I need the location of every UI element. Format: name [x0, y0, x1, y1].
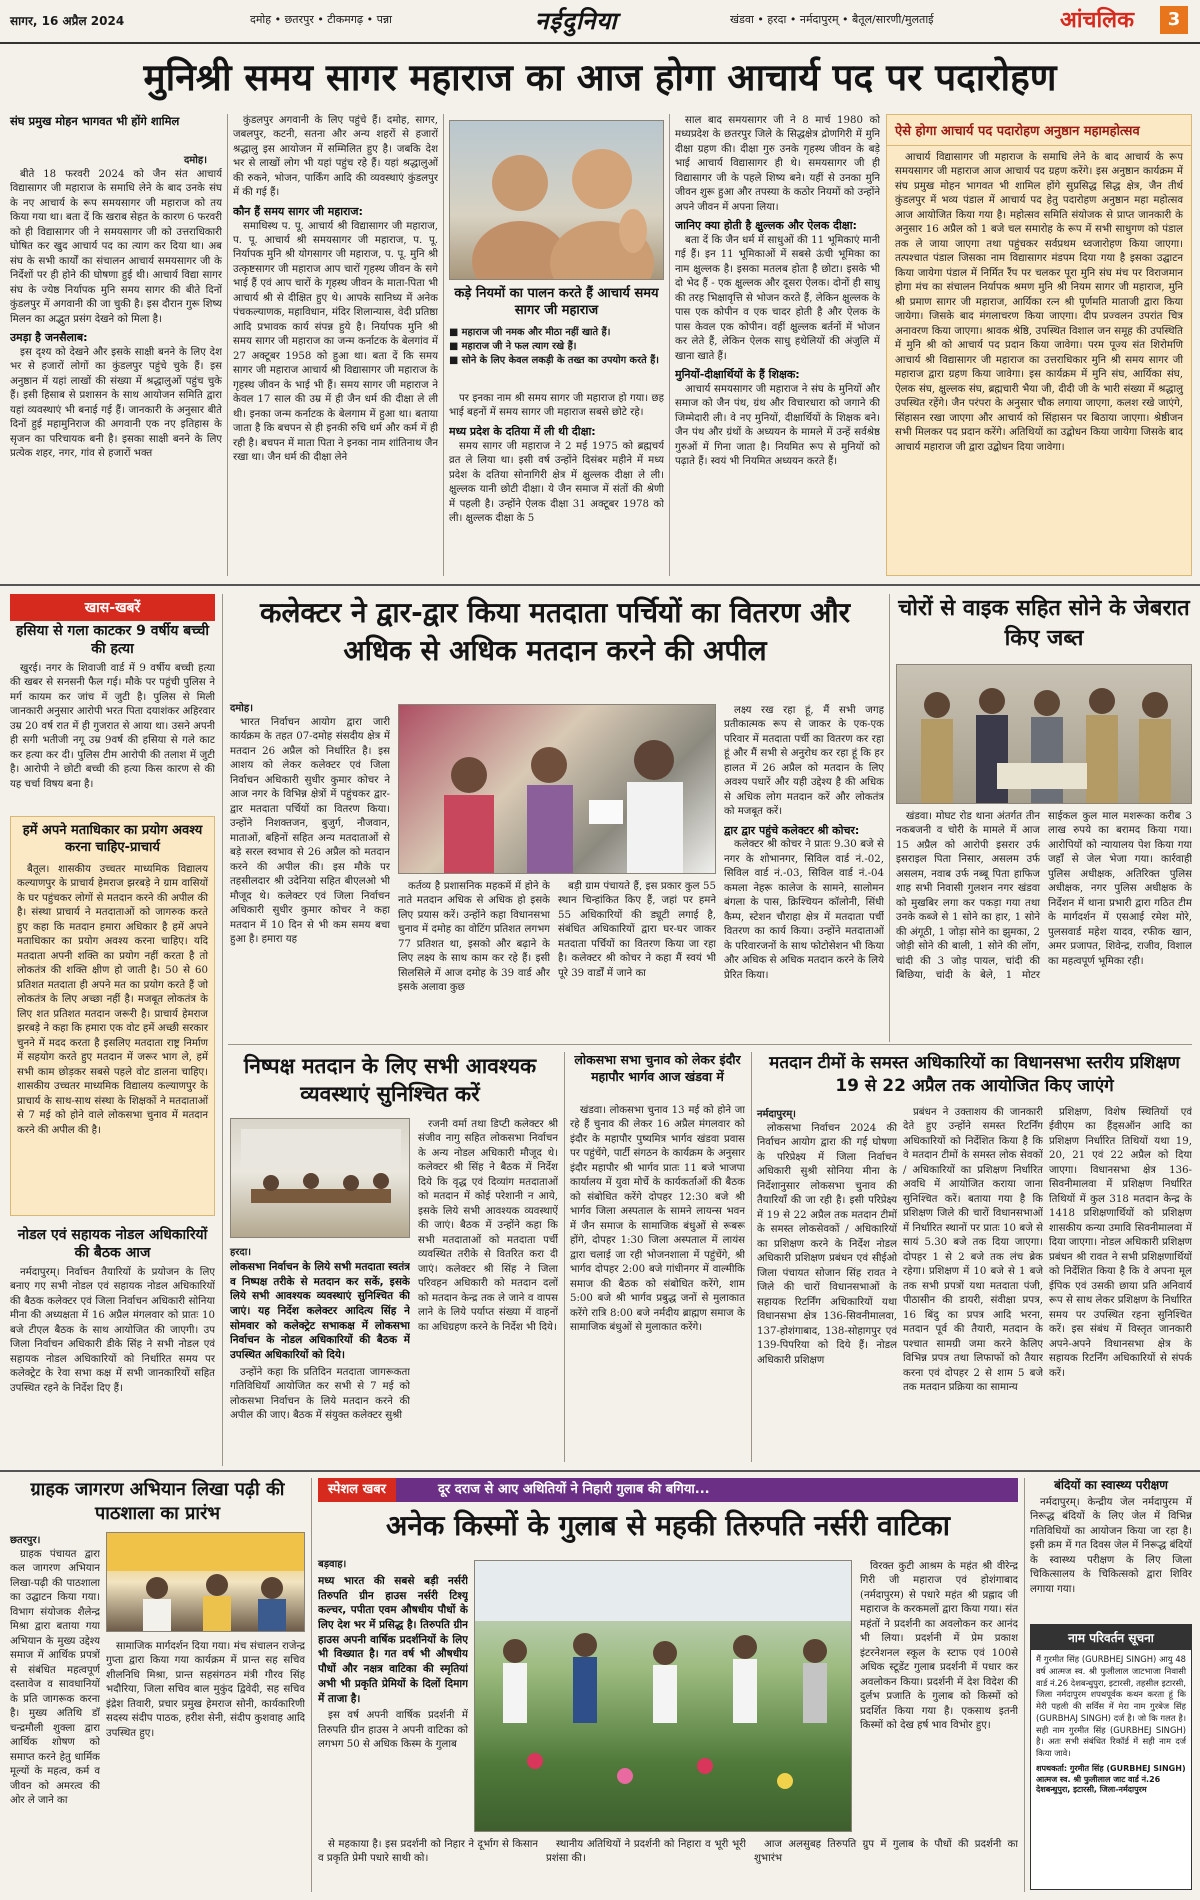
theft-body: खंडवा। मोघट रोड थाना अंतर्गत तीन नकबजनी व चोरी के मामले में आज 15 अप्रैल को आरोपी इसरार उर्फ इसराइल पिता निसार, असलम उर्फ असलम, नवाब उर्फ नब्बू पिता हाफिज शाह सभी निवासी गुलशन नगर खंडवा को मुखबिर लगा कर पकड़ा गया तथा उनके कब्जे से 1 सोने का हार, 1 सोने की अंगूठी, 1 जोड़ा सोने का झुमका, 2 जोड़ी सोने की बाली, 1 सोने की लोंग, चांदी की 3 जोड़ पायल, चांदी की बिछिया, चांदी के बेले, 1 मोटर साईकल कुल माल मशरूका करीब 3 लाख रुपये का बरामद किया गया। आरोपियों को न्यायालय पेश किया गया जहाँ से जेल भेजा गया। कार्रवाही पुलिस अधीक्षक, अतिरिक्त पुलिस अधीक्षक, नगर पुलिस अधीक्षक के निर्देशन में थाना प्रभारी द्वारा गठित टीम के मार्गदर्शन में एसआई रमेश मोरे, पुलसवार्ड महेश यादव, रफीक खान, अमर प्रजापत, शिवेन्द्र, राजीव, विशाल का महत्वपूर्ण भूमिका रही।: [896, 811, 1192, 982]
rule-item-text: महाराज जी ने फल त्याग रखे हैं।: [461, 341, 577, 353]
training-column-3: [1049, 1106, 1192, 1462]
lead-column-3: [449, 392, 664, 576]
section-divider: [0, 584, 1200, 586]
indore-mayor-body: खंडवा। लोकसभा चुनाव 13 मई को होने जा रहे हैं चुनाव की लेकर 16 अप्रैल मंगलवार को इंदौर के महापौर पुष्यमित्र भार्गव खंडवा प्रवास पर पहुंचेंगे, पार्टी संगठन के कार्यक्रम के अनुसार इंदौर महापौर श्री भार्गव प्रातः 11 बजे भाजपा कार्यालय में युवा मोर्चे के कार्यकर्ताओं की बैठक को संबोधित करेंगे दोपहर 12:30 बजे श्री भार्गव जिला अस्पताल के सामने लायन्स भवन में जैन समाज के सामाजिक बंधुओं से रूबरू होंगे, दोपहर 1:30 जिला अस्पताल में लायंस द्वारा चलाई जा रही भोजनशाला में पहुंचेंगे, श्री भार्गव दोपहर 2:00 बजे गांधीनगर में वाल्मीकि समाज की बैठक को संबोधित करेंगे, शाम 5:00 बजे श्री भार्गव प्रबुद्ध जनों से मुलाकात करेंगे रात्रि 8:00 बजे नर्मदीय ब्राह्मण समाज के सामाजिक बंधुओं से मुलाकात करेंगे।: [570, 1105, 745, 1334]
edition-cities-right: खंडवा • हरदा • नर्मदापुरम् • बैतूल/सारणी/मुलताई: [730, 13, 934, 26]
voter-col4-text-b: कलेक्टर श्री कोचर ने प्रातः 9.30 बजे से नगर के शोभानगर, सिविल वार्ड नं.-02, सिविल वार्ड नं.-03, सिविल वार्ड नं.-04 कमला नेहरू कालेज के सामने, सालोमन बंगला के पास, क्रिश्चियन कॉलोनी, सिंधी कैम्प, स्टेशन चौराहा क्षेत्र में मतदाता पर्ची वितरण का कार्य किया। उन्होंने मतदाताओं के परिवारजनों के साथ फोटोसेशन भी किया और अधिक से अधिक मतदान करने के लिये प्रेरित किया।: [724, 839, 884, 981]
lead-col4-text: साल बाद समयसागर जी ने 8 मार्च 1980 को मध्यप्रदेश के छतरपुर जिले के सिद्धक्षेत्र द्रोणगिरी में मुनि दीक्षा ग्रहण की। दीक्षा गुरु उनके गृहस्थ जीवन के बड़े भाई आचार्य विद्यासागर ही थे। समयसागर जी ही विद्यासागर जी के पहले शिष्य बने। यहीं से उनका मुनि जीवन शुरू हुआ और तपस्या के कठोर नियमों को उन्होंने अपने जीवन में अपना लिया।: [675, 115, 880, 213]
police-seizure-photo: [896, 664, 1192, 804]
theft-text: [896, 810, 1192, 1040]
consumer-col2-text: सामाजिक मार्गदर्शन दिया गया। मंच संचालन राजेन्द्र गुप्ता द्वारा किया गया कार्यक्रम में प्रान्त सह सचिव शीलनिधि मिश्रा, प्रान्त सहसंगठन मंत्री गौरव सिंह भदौरिया, जिला सचिव बाल मुकुंद द्विवेदी, सह सचिव इंद्रेश तिवारी, प्रचार प्रमुख हेमराज सोनी, कार्यकारिणी सदस्य संदीप पाठक, हरीश सेनी, संदीप कुशवाह आदि उपस्थित हुए।: [106, 1641, 305, 1739]
lead-col1-text: बीते 18 फरवरी 2024 को जैन संत आचार्य विद्यासागर जी महाराज के समाधि लेने के बाद उनके संघ के नए आचार्य के रूप समयसागर जी महाराज को तय किया गया था। बता दें कि खराब सेहत के कारण 6 फरवरी को ही विद्यासागर जी ने समयसागर जी को उत्तराधिकारी घोषित कर खुद आचार्य पद का त्याग कर दिया था। अब संघ के सभी कार्यों का संचालन आचार्य समयसागर जी के निर्देशों पर ही होने की घोषणा हुई थी। आचार्य विद्या सागर संघ के ज्येष्ठ निर्यापक मुनि समय सागर की बीते दिनों कुंडलपुर में अगवानी की जा चुकी है। इस दौरान गुरू शिष्य मिलन का अद्भुत प्रसंग देखने को मिला है।: [10, 169, 222, 325]
fair-voting-headline: निष्पक्ष मतदान के लिए सभी आवश्यक व्यवस्थाएं सुनिश्चित करें: [243, 1054, 537, 1107]
story-murder-text: [10, 662, 215, 812]
fair-dateline: हरदा।: [230, 1247, 252, 1258]
fair-col1-text: उन्होंने कहा कि प्रतिदिन मतदाता जागरूकता गतिविधियाँ आयोजित कर सभी से 7 मई को लोकसभा निर्वाचन के लिये मतदान करने की अपील की जाए। बैठक में संयुक्त कलेक्टर सुश्री: [230, 1366, 410, 1422]
lead-col4-subhead: जानिए क्या होती है क्षुल्लक और ऐलक दीक्षा:: [675, 219, 857, 233]
nursery-lead: [318, 1574, 468, 1834]
page-number: 3: [1160, 6, 1188, 34]
voter-dateline: दमोह।: [230, 703, 253, 714]
voting-appeal-headline: हमें अपने मताधिकार का प्रयोग अवश्य करना चाहिए-प्राचार्य: [22, 823, 203, 855]
consumer-event-illustration: [107, 1533, 305, 1632]
rule-item: ■ सोने के लिए केवल लकड़ी के तख्त का उपयोग करते हैं।: [449, 355, 659, 367]
nursery-dateline: बड़वाह।: [318, 1559, 347, 1570]
nodal-meeting-text: [10, 1266, 215, 1466]
section-name: आंचलिक: [1060, 8, 1134, 33]
column-divider: [443, 114, 444, 576]
nursery-lead-text: मध्य भारत की सबसे बड़ी नर्सरी तिरुपति ग्रीन हाउस नर्सरी टिश्यू कल्चर, पपीता एवम औषधीय पौधों के लिए देश भर में प्रसिद्ध है। तिरुपति ग्रीन हाउस अपनी वार्षिक प्रदर्शनियों के लिए भी विख्यात है। गत वर्ष भी औषधीय पौधों और नक्षत्र वाटिका की स्मृतियां अभी भी प्रकृति प्रेमियों के दिलों दिमाग में ताजा है।: [318, 1575, 468, 1705]
voter-slip-illustration: [399, 705, 716, 874]
rule-item: ■ महाराज जी नमक और मीठा नहीं खाते हैं।: [449, 327, 611, 338]
training-column-1: [757, 1122, 897, 1462]
column-divider: [1024, 1478, 1025, 1892]
column-divider: [889, 594, 890, 1042]
prison-health-headline: बंदियों का स्वास्थ्य परीक्षण: [1054, 1478, 1168, 1492]
consumer-col1-text: ग्राहक पंचायत द्वारा कल जागरण अभियान लिखा-पढ़ी की पाठशाला का उद्घाटन किया गया। विभाग संयोजक शैलेन्द्र मिश्रा द्वारा बताया गया अभियान के मुख्य उद्देश्य समाज में आर्थिक प्रपत्रों से संबंधित महत्वपूर्ण दस्तावेज व सावधानियों के प्रति जागरूक करना है। मुख्य अतिथि डॉ चन्द्रमौली शुक्ला द्वारा आर्थिक शोषण को समाप्त करने हेतु धार्मिक मूल्यों के महत्व, कर्म व जीवन को अमरत्व की ओर ले जाने का: [10, 1549, 100, 1807]
khas-khabren-tag: खास-खबरें: [10, 594, 215, 621]
voter-col4-subhead: द्वार द्वार पहुंचे कलेक्टर श्री कोचर:: [724, 823, 860, 837]
fair-col2-text: रजनी वर्मा तथा डिप्टी कलेक्टर श्री संजीव नागु सहित लोकसभा निर्वाचन के अन्य नोडल अधिकारी मौजूद थे। कलेक्टर श्री सिंह ने बैठक में निर्देश दिये कि वृद्ध एवं दिव्यांग मतदाताओं को मतदान में कोई परेशानी न आये, इसके लिये सभी आवश्यक व्यवस्थाऐं की जाएं। बैठक में उन्होंने कहा कि सभी मतदाताओं को मतदाता पर्ची व्यवस्थित तरीके से वितरित करा दी जाएं। कलेक्टर श्री सिंह ने जिला परिवहन अधिकारी को मतदान दलों को मतदान केन्द्र तक ले जाने व वापस लाने के लिये पर्याप्त संख्या में वाहनों का अधिग्रहण करने के निर्देश भी दिये।: [418, 1119, 558, 1333]
lead-column-1: [10, 168, 222, 576]
lead-col1-text-b: इस दृश्य को देखने और इसके साक्षी बनने के लिए देश भर से हजारों लोगों का कुंडलपुर पहुंचे चुके हैं। इस अनुष्ठान में यहां लाखों की संख्या में श्रद्धालुओं पहुंच चुके हैं। इसी हिसाब से प्रशासन के साथ आयोजन समिति द्वारा यहां व्यवस्थाएं भी बनाई गई हैं। जानकारी के अनुसार बीते दिनों हुई महामुनिराज की अगवानी एक नए इतिहास के सृजन का परिचायक बनी है। इसका साक्षी बनने के लिए प्रत्येक शहर, नगर, गांव से हजारों भक्त: [10, 346, 222, 460]
lead-dateline: दमोह।: [184, 155, 207, 166]
voting-appeal-body: बैतूल। शासकीय उच्चतर माध्यमिक विद्यालय कल्याणपुर के प्राचार्य हेमराज झरबड़े ने ग्राम वासियों के घर पहुंचकर लोगों से मतदान करने की अपील की है। संस्था प्राचार्य ने मतदाताओं को जागरुक करते हुए कहा कि मतदान हमारा अधिकार है हमें अपने मताधिकार का प्रयोग अवश्य करना चाहिए। यदि मतदाता अपनी शक्ति का प्रयोग नहीं करता है तो लोकतंत्र की शक्ति क्षीण हो जाती है। 50 से 60 प्रतिशत मतदाता ही अपने मत का प्रयोग करते हैं जो लोकतंत्र के लिए अच्छा नहीं है। मजबूत लोकतंत्र के लिए शत प्रतिशत मतदान जरूरी है। प्राचार्य हेमराज झरबड़े ने कहा कि हमारा एक वोट हमें अच्छी सरकार चुनने में मदद करता है इसलिए मतदाता राष्ट्र निर्माण में सहयोग करते हुए मतदान में जरूर भाग ले, हमें सभी काम छोड़कर सबसे पहले वोट डालना चाहिए। शासकीय उच्चतर माध्यमिक विद्यालय कल्याणपुर के प्राचार्य के साथ-साथ संस्था के शिक्षकों ने मतदाताओं से 7 मई को होने वाले लोकसभा चुनाव में मतदान करने की अपील की है।: [17, 863, 208, 1136]
lead-col4-subhead-2: मुनियों-दीक्षार्थियों के हैं शिक्षक:: [675, 368, 800, 382]
nursery-bottom-2-text: स्थानीय अतिथियों ने प्रदर्शनी को निहारा व भूरी भूरी प्रशंसा की।: [546, 1839, 746, 1865]
prison-health-body: नर्मदापुरम्। केन्द्रीय जेल नर्मदापुरम में निरूद्ध बंदियों के लिए जेल में विभिन्न गतिविधियों का आयोजन किया जा रहा है। इसी क्रम में गत दिवस जेल में निरूद्ध बंदियों के स्वास्थ्य परीक्षण के लिए जिला चिकित्सालय के चिकित्सको द्वारा शिविर लगाया गया।: [1030, 1497, 1192, 1595]
column-divider: [222, 594, 223, 1466]
ceremony-box: [886, 114, 1192, 576]
notice-text: मैं गुरमीत सिंह (GURBHEJ SINGH) आयु 48 वर्ष आत्मज स्व. श्री फुलीलाल जाटभाजा निवासी वार्ड नं.26 देशबन्धुपुरा, इटारसी, तहसील इटारसी, जिला नर्मदापुरम शपथपूर्वक कथन करता हूं कि मेरी पहली की सर्विस में मेरा नाम गुरबेज सिंह (GURBHAJ SINGH) दर्ज है। जो कि गलत है। सही नाम गुरमीत सिंह (GURBHEJ SINGH) है। अतः सभी संबंधित रिकॉर्ड में सही नाम दर्ज किया जावे।: [1036, 1654, 1186, 1759]
rule-item-text: सोने के लिए केवल लकड़ी के तख्त का उपयोग करते हैं।: [461, 355, 659, 367]
lead-subhead: संघ प्रमुख मोहन भागवत भी होंगे शामिल: [10, 114, 180, 128]
edition-cities-left: दमोह • छतरपुर • टीकमगढ़ • पन्ना: [250, 13, 392, 26]
voting-appeal-text: [11, 863, 214, 1203]
ceremony-box-title: ऐसे होगा आचार्य पद पदारोहण अनुष्ठान महामहोत्सव: [887, 115, 1191, 146]
training-column-2: [903, 1106, 1043, 1462]
ceremony-box-body: आचार्य विद्यासागर जी महाराज के समाधि लेने के बाद आचार्य के रूप समयसागर जी महाराज आज आचार्य पद ग्रहण करेंगे। इस अनुष्ठान कार्यक्रम में संघ प्रमुख मोहन भागवत भी शामिल होंगे सुप्रसिद्ध सिद्ध क्षेत्र, जैन तीर्थ कुंडलपुर में भव्य पंडाल में आचार्य पद हेतु पदारोहण अनुष्ठान महा महोत्सव आज आयोजित किया गया है। महोत्सव समिति संयोजक से प्राप्त जानकारी के अनुसार 16 अप्रैल को 1 बजे चल समारोह के रूप में सभी साधुगण को पंडाल तक ले जाया जाएगा तथा पहुंचकर सर्वप्रथम ध्वजारोहण किया जाएगा। तत्पश्चात पंडाल जिसका नाम विद्यासागर मंडपम दिया गया है इसका उद्घाटन किया जायेगा पंडाल में निर्मित रैंप पर चलकर पूरा मुनि संघ मंच पर विराजमान होगा मंच का संचालन निर्यापक श्रमण मुनि श्री नियम सागर जी महाराज, मुनि श्री प्रमाण सागर जी महाराज, आर्यिका रत्न श्री पूर्णमति माताजी द्वारा किया जायेगा। जिसके बाद मंगलाचरण किया जाएगा। दीप प्रज्वलन उपरांत चित्र अनावरण किया जाएगा। श्रावक श्रेष्ठि, उपस्थित विशाल जन समूह की उपस्थिति में मुनि श्री को आचार्य पद प्रदान किया जावेगा। परम पूज्य संत शिरोमणि आचार्य श्री विद्यासागर जी महाराज का उत्तराधिकार मुनि श्री समय सागर जी महाराज द्वारा ग्रहण किया जावेगा। इस कार्यक्रम में मुनि संघ, आर्यिका संघ, ऐलक संघ, क्षुल्लक संघ, ब्रह्मचारी भैया जी, दीदी जी के भारी संख्या में श्रद्धालु उपस्थित रहेंगे। जैन परंपरा के अनुसार चौक लगाया जाएगा, कलश रखे जाएंगे, सिंहासन रखा जाएगा और आचार्य को सिंहासन पर बिठाया जाएगा। श्रेष्ठीजन सभी मिलकर पद प्रदान करेंगे। अतिथियों का उद्बोधन किया जायेगा जिसके बाद आचार्य महाराज जी द्वारा उद्बोधन दिया जावेगा।: [895, 152, 1183, 453]
special-news-kicker: दूर दराज से आए अथितियों ने निहारी गुलाब की बगिया...: [438, 1482, 710, 1497]
rose-nursery-illustration: [475, 1561, 852, 1832]
voter-column-1: [230, 716, 390, 1036]
voter-slip-headline: कलेक्टर ने द्वार-द्वार किया मतदाता पर्चियों का वितरण और अधिक से अधिक मतदान करने की अपील: [259, 596, 851, 667]
consumer-column-2: [106, 1640, 305, 1892]
nursery-col2-text: विरक्त कुटी आश्रम के महंत श्री वीरेन्द्र गिरी जी महाराज एवं होशंगाबाद (नर्मदापुरम) से पधारे महंत श्री प्रह्लाद जी महाराज के करकमलों द्वारा किया गया। संत महंतों ने प्रदर्शनी का अवलोकन कर आनंद भी लिया। प्रदर्शनी में प्रेम प्रकाश इंटरनेशनल स्कूल के स्टाफ एवं 100से अधिक स्टूडेंट गुलाब प्रदर्शनी में पधार कर अवलोकन किया। प्रदर्शनी में देश विदेश की दुर्लभ प्रजाति के गुलाब को किस्मों को प्रदर्शित किया गया है। एकसाथ इतनी किस्मों को देख हर्ष भाव विभोर हुए।: [860, 1561, 1018, 1732]
voter-col2-text: कर्तव्य है प्रशासनिक महकमें में होने के नाते मतदान अधिक से अधिक हो इसके लिए प्रयास करें। उन्होंने कहा विधानसभा चुनाव में दमोह का वोटिंग प्रतिशत लगभग 77 प्रतिशत था, इसको और बढ़ाने के लिए लक्ष्य के साथ काम कर रहे हैं। इसी सिलसिले में आज दमोह के 39 वार्ड और इसके अलावा कुछ: [398, 881, 550, 994]
voter-col1-text: भारत निर्वाचन आयोग द्वारा जारी कार्यक्रम के तहत 07-दमोह संसदीय क्षेत्र में मतदान 26 अप्रैल को निर्धारित है। इस आशय को लेकर कलेक्टर एवं जिला निर्वाचन अधिकारी सुधीर कुमार कोचर ने आज नगर के विभिन्न क्षेत्रों में पहुंचकर द्वार-द्वार मतदाता पर्चियों का वितरण किया। उन्होंने निशक्तजन, बुजुर्ग, नौजवान, माताओं, बहिनों सहित अन्य मतदाताओं से बड़े सरल स्वभाव से 26 अप्रैल को मतदान करने की अपील की। इस मौके पर तहसीलदार श्री उदेनिया सहित बीएलओ भी मौजूद थे। कलेक्टर एवं जिला निर्वाचन अधिकारी सुधीर कुमार कोचर ने कहा मतदान में 10 दिन से भी कम समय बचा हुआ है। हमारा यह: [230, 717, 390, 946]
fair-column-2: [418, 1118, 558, 1460]
nursery-lead-text-2: इस वर्ष अपनी वार्षिक प्रदर्शनी में तिरुपति ग्रीन हाउस ने अपनी वाटिका को लगभग 50 से अधिक किस्म के गुलाब: [318, 1710, 468, 1751]
fair-column-1: [230, 1260, 410, 1460]
nursery-bottom-1-text: से महकाया है। इस प्रदर्शनी को निहार ने दूर्भाग से किसान व प्रकृति प्रेमी पधारे साथी को।: [318, 1839, 538, 1865]
column-divider: [564, 1052, 565, 1462]
indore-mayor-headline: लोकसभा सभा चुनाव को लेकर इंदौर महापौर भार्गव आज खंडवा में: [574, 1052, 741, 1084]
police-illustration: [897, 665, 1192, 804]
nursery-bottom-3: [754, 1838, 1018, 1892]
nursery-column-right: [860, 1560, 1018, 1834]
column-divider: [311, 1478, 312, 1892]
voter-col3-text: बड़ी ग्राम पंचायते हैं, इस प्रकार कुल 55 स्थान चिन्हांकित किए हैं, जहां पर हमने 55 अधिकारियों की ड्यूटी लगाई है, संबंधित अधिकारियों द्वारा घर-घर जाकर मतदाता पर्चियों का वितरण किया जा रहा है। कलेक्टर श्री कोचर ने कहा मैं स्वयं भी पूरे 39 वार्डों में जाने का: [558, 881, 716, 979]
column-divider: [227, 114, 228, 576]
lead-headline: मुनिश्री समय सागर महाराज का आज होगा आचार्य पद पर पदारोहण: [143, 56, 1057, 99]
meeting-photo: [230, 1118, 410, 1238]
column-divider: [669, 114, 670, 576]
lead-col4-text-c: आचार्य समयसागर जी महाराज ने संघ के मुनियों और समाज को जैन पंथ, ग्रंथ और विचारधारा को जगाने की जिम्मेदारी ली। वे नए मुनियों, दीक्षार्थियों के शिक्षक बने। जैन पंथ और ग्रंथों के अध्ययन के मामले में उन्हें सर्वश्रेष्ठ गुरुओं में गिना जाता है। नियमित रूप से मुनियों को पढ़ाते हैं। स्वयं भी नियमित अध्ययन करते हैं।: [675, 383, 880, 468]
nursery-bottom-1: [318, 1838, 538, 1892]
meeting-illustration: [231, 1119, 410, 1238]
photo-caption: कड़े नियमों का पालन करते हैं आचार्य समय सागर जी महाराज: [454, 286, 659, 318]
issue-date: सागर, 16 अप्रैल 2024: [10, 14, 125, 28]
consumer-dateline: छतरपुर।: [10, 1535, 41, 1546]
notice-title: नाम परिवर्तन सूचना: [1031, 1625, 1191, 1650]
lead-column-4: [675, 114, 880, 576]
monks-photo: [449, 120, 664, 280]
fair-lead-text: लोकसभा निर्वाचन के लिये सभी मतदाता स्वतंत्र व निष्पक्ष तरीके से मतदान कर सकें, इसके लिये सभी आवश्यक व्यवस्थाएं सुनिश्चित की जाएं। यह निर्देश कलेक्टर आदित्य सिंह ने सोमवार को कलेक्ट्रेट सभाकक्ष में लोकसभा निर्वाचन के नोडल अधिकारियों की बैठक में उपस्थित अधिकारियों को दिये।: [230, 1261, 410, 1362]
section-divider: [0, 1470, 1200, 1472]
nursery-headline: अनेक किस्मों के गुलाब से महकी तिरुपति नर्सरी वाटिका: [385, 1509, 951, 1542]
lead-col3-text: पर इनका नाम श्री समय सागर जी महाराज हो गया। छह भाई बहनों में समय सागर जी महाराज सबसे छोटे रहे।: [449, 393, 664, 419]
section-divider: [228, 1044, 1192, 1045]
lead-col3-text-b: समय सागर जी महाराज ने 2 मई 1975 को ब्रह्मचर्य व्रत ले लिया था। इसी वर्ष उन्होंने दिसंबर महीने में मध्य प्रदेश के दतिया सोनागिरी क्षेत्र में क्षुल्लक दीक्षा ले ली। क्षुल्लक यानी छोटी दीक्षा। ये जैन समाज में संतों की श्रेणी में पहली है। उन्होंने ऐलक दीक्षा 31 अक्टूबर 1978 को ली। क्षुल्लक दीक्षा के 5: [449, 440, 664, 524]
name-change-notice: [1030, 1624, 1192, 1890]
newspaper-logo: नईदुनिया: [535, 7, 618, 35]
nursery-bottom-2: [546, 1838, 746, 1892]
story-murder-headline: हसिया से गला काटकर 9 वर्षीय बच्ची की हत्या: [15, 623, 210, 658]
training-headline: मतदान टीमों के समस्त अधिकारियों का विधानसभा स्तरीय प्रशिक्षण 19 से 22 अप्रैल तक आयोजित किए जाएंगे: [769, 1053, 1180, 1096]
training-dateline: नर्मदापुरम्।: [757, 1109, 796, 1120]
lead-col3-subhead: मध्य प्रदेश के दतिया में ली थी दीक्षा:: [449, 424, 596, 438]
lead-col1-subhead: उमड़ा है जनसैलाब:: [10, 331, 88, 345]
voting-appeal-box: [10, 816, 215, 1216]
ceremony-box-text: [887, 146, 1191, 566]
training-col1-text: लोकसभा निर्वाचन 2024 की निर्वाचन आयोग द्वारा की गई घोषणा के परिप्रेक्ष्य में जिला निर्वाचन अधिकारी सुश्री सोनिया मीना के निर्देशानुसार लोकसभा चुनाव की तैयारियाँ की जा रही है। इसी परिप्रेक्ष्य में 19 से 22 अप्रैल तक मतदान टीमों के समस्त लोकसेवकों / अधिकारियों का प्रशिक्षण करने के निर्देश नोडल अधिकारी प्रशिक्षण प्रबंधन एवं सीईओ जिला पंचायत सोजान सिंह रावत ने जिले की चारों विधानसभाओं के सहायक रिटर्निंग अधिकारियों यथा विधानसभा क्षेत्र 136-सिवनीमालवा, 137-होशंगाबाद, 138-सोहागपुर एवं 139-पिपरिया को दिये हैं। नोडल अधिकारी प्रशिक्षण: [757, 1123, 897, 1366]
voter-column-4: [724, 704, 884, 1036]
training-col3-text: प्रशिक्षण, विशेष स्थितियों एवं ईवीएम का हैंड्सऑन आदि का प्रशिक्षण निर्धारित तिथियों यथा 19, 20, 21 एवं 22 अप्रैल को दिया जाएगा। विधानसभा क्षेत्र 136-सिवनीमालवा में प्रशिक्षण निर्धारित तिथियों में कुल 318 मतदान केन्द्र के 1418 प्रशिक्षणार्थियों को प्रशिक्षण शासकीय कन्या उमावि सिवनीमालवा में दिया जाएगा। नोडल अधिकारी प्रशिक्षण प्रबंधन श्री रावत ने सभी प्रशिक्षणार्थियों को निर्देशित किया है कि वे अपना मूल ईपिक एवं उसकी छाया प्रति अनिवार्य रूप से साथ लेकर प्रशिक्षण के निर्धारित समय पर उपस्थित रहना सुनिश्चित करें। इस संबंध में विस्तृत जानकारी अपने-अपने विधानसभा क्षेत्र के सहायक रिटर्निंग अधिकारियों से संपर्क करें।: [1049, 1107, 1192, 1379]
lead-col4-text-b: बता दें कि जैन धर्म में साधुओं की 11 भूमिकाएं मानी गई हैं। इन 11 भूमिकाओं में सबसे ऊंची भूमिका का नाम क्षुल्लक है। इसका मतलब होता है छोटा। इसके भी दो भेद हैं - एक क्षुल्लक और दूसरा ऐलक। दोनों ही साधु की तरह भिक्षावृत्ति से भोजन करते हैं, लेकिन क्षुल्लक के पास एक कोपीन व एक चादर होती है और ऐलक के पास केवल एक कोपीन। वहीं क्षुल्लक बर्तनों में भोजन कर लेते हैं, लेकिन ऐलक साधु हथेलियों की अंजुलि में खाना खाते हैं।: [675, 235, 880, 362]
monks-illustration: [450, 121, 664, 280]
indore-mayor-text: [570, 1104, 745, 1460]
theft-headline: चोरों से वाइक सहित सोने के जेबरात किए जब्त: [898, 596, 1190, 651]
special-news-tag: स्पेशल खबर: [318, 1478, 396, 1502]
consumer-event-photo: [106, 1532, 305, 1632]
nodal-meeting-body: नर्मदापुरम्। निर्वाचन तैयारियों के प्रयोजन के लिए बनाए गए सभी नोडल एवं सहायक नोडल अधिकारियों की बैठक कलेक्टर एवं जिला निर्वाचन अधिकारी सोनिया मीना की अध्यक्षता में 16 अप्रैल मंगलवार को प्रातः 10 बजे टीएल बैठक के साथ आयोजित की जाएगी। उप जिला निर्वाचन अधिकारी डीके सिंह ने सभी नोडल एवं सहायक नोडल अधिकारियों को निर्धारित समय पर कलेक्ट्रेट के रेवा सभा कक्ष में सभी जानकारियों सहित उपस्थित रहने के निर्देश दिए हैं।: [10, 1267, 215, 1394]
training-col2-text: प्रबंधन ने उक्ताशय की जानकारी देते हुए उन्होंने समस्त रिटर्निंग अधिकारियों को निर्देशित किया है कि वे मतदान टीमों के समस्त लोक सेवकों / अधिकारियों का प्रशिक्षण निर्धारित अवधि में आयोजित कराया जाना सुनिश्चित करें। बताया गया है कि प्रशिक्षण जिले की चारों विधानसभाओं में निर्धारित स्थानों पर प्रातः 10 बजे से सायं 5.30 बजे तक दिया जाएगा। दोपहर 1 से 2 बजे तक लंच ब्रेक रहेगा। प्रशिक्षण में 10 बजे से 1 बजे तक सभी प्रपत्रों यथा मतदाता पंजी, पीठासीन की डायरी, संवीक्षा प्रपत्र, 16 बिंदु का प्रपत्र आदि भरना, मतदान पूर्व की तैयारी, मतदान के पश्चात सामग्री जमा करने केलिए विभिन्न प्रपत्र तथा लिफाफों को तैयार करना एवं दोपहर 2 से शाम 5 बजे तक मतदान प्रक्रिया का सामान्य: [903, 1107, 1043, 1394]
rose-nursery-photo: [474, 1560, 852, 1832]
lead-col2-text: कुंडलपुर अगवानी के लिए पहुंचे हैं। दमोह, सागर, जबलपुर, कटनी, सतना और अन्य शहरों से हजारों श्रद्धालु इस आयोजन में सम्मिलित हुए है। जबकि देश भर से लाखों लोग भी यहां पहुंच रहे हैं। यहां श्रद्धालुओं की रुकने, भोजन, पार्किंग आदि की व्यवस्थाएं कुंडलपुर में की गई हैं।: [233, 115, 438, 199]
lead-col2-text-b: समाधिस्थ प. पू. आचार्य श्री विद्यासागर जी महाराज, प. पू. आचार्य श्री समयसागर जी महाराज, प. पू. निर्यापक मुनि श्री योगसागर जी महाराज, प. पू. मुनि श्री उत्कृष्टसागर जी महाराज आप चारों गृहस्थ जीवन के सगे भाई हैं एवं आप चारों के गृहस्थ जीवन के माता-पिता भी आचार्य श्री से दीक्षित हुए थे। आपके सानिध्य में अनेक पंचकल्याणक, महाविधान, मंदिर शिलान्यास, वेदी प्रतिष्ठा आदि प्रभावक कार्य संपन्न हुये है। निर्यापक मुनि श्री समय सागर जी महाराज का जन्म कर्नाटक के बेलगांव में 27 अक्टूबर 1958 को हुआ था। बता दें कि समय सागर जी महाराज आचार्य श्री विद्यासागर जी महाराज के गृहस्थ जीवन के भाई भी हैं। समय सागर जी महाराज ने केवल 17 साल की उम्र में ही जैन धर्म की दीक्षा ले ली थी। इनका जन्म कर्नाटक के बेलगाम में हुआ था। बताया जाता है कि बचपन से ही इनकी रुचि धर्म और कर्म में ही रही है। बचपन में माता पिता ने इनका नाम शांतिनाथ जैन रखा था। जैन धर्म की दीक्षा लेने: [233, 220, 438, 464]
masthead: [0, 0, 1200, 44]
nursery-bottom-3-text: आज अलसुबह तिरुपति ग्रुप में गुलाब के पौधों की प्रदर्शनी का शुभारंभ: [754, 1839, 1018, 1865]
notice-signature: शपथकर्ता: गुरमीत सिंह (GURBHEJ SINGH) आत्मज स्व. श्री फुलीलाल जाट वार्ड नं.26 देशबन्धुपुरा, इटारसी, जिला-नर्मदापुरम: [1036, 1763, 1186, 1795]
rule-item: ■ महाराज जी ने फल त्याग रखे हैं।: [449, 341, 577, 353]
voter-col4-text: लक्ष्य रख रहा हूं, मैं सभी जगह प्रतीकात्मक रूप से जाकर के एक-एक परिवार में मतदाता पर्ची का वितरण कर रहा हूं और मैं सभी से अनुरोध कर रहा हूं कि हर हालत में 26 अप्रैल को मतदान के लिए अवश्य पधारें और यही उद्देश्य है की अधिक से अधिक लोग मतदान करें और लोकतंत्र को मजबूत करें।: [724, 705, 884, 818]
consumer-column-1: [10, 1548, 100, 1892]
consumer-headline: ग्राहक जागरण अभियान लिखा पढ़ी की पाठशाला का प्रारंभ: [30, 1479, 285, 1525]
special-news-bar: [318, 1478, 1018, 1502]
voter-column-2: [398, 880, 550, 1036]
nodal-meeting-headline: नोडल एवं सहायक नोडल अधिकारियों की बैठक आज: [17, 1227, 208, 1262]
voter-slip-photo: [398, 704, 716, 874]
rule-item-text: महाराज जी नमक और मीठा नहीं खाते हैं।: [461, 327, 611, 338]
voter-column-3: [558, 880, 716, 1036]
lead-col2-subhead: कौन हैं समय सागर जी महाराज:: [233, 204, 363, 218]
story-murder-body: खुरई। नगर के शिवाजी वार्ड में 9 वर्षीय बच्ची हत्या की खबर से सनसनी फैल गई। मौके पर पहुंची पुलिस ने मर्ग कायम कर जांच में जुटी है। पुलिस से मिली जानकारी अनुसार आरोपी भरत पिता दयाशंकर अहिरवार उम्र 20 वर्ष रात में ही गुजरात से आया था। उसने अपनी ही सगी भतीजी नगू उम्र 9वर्ष की हसिया से गले काट कर हत्या कर दी। पुलिस टीम आरोपी की तलाश में जुटी है। आरोपी ने छोटी बच्ची की हत्या किस कारण से की यह चर्चा विषय बना है।: [10, 663, 215, 790]
column-divider: [751, 1052, 752, 1462]
rules-list: [449, 326, 664, 369]
lead-column-2: [233, 114, 438, 576]
prison-health-text: [1030, 1496, 1192, 1616]
